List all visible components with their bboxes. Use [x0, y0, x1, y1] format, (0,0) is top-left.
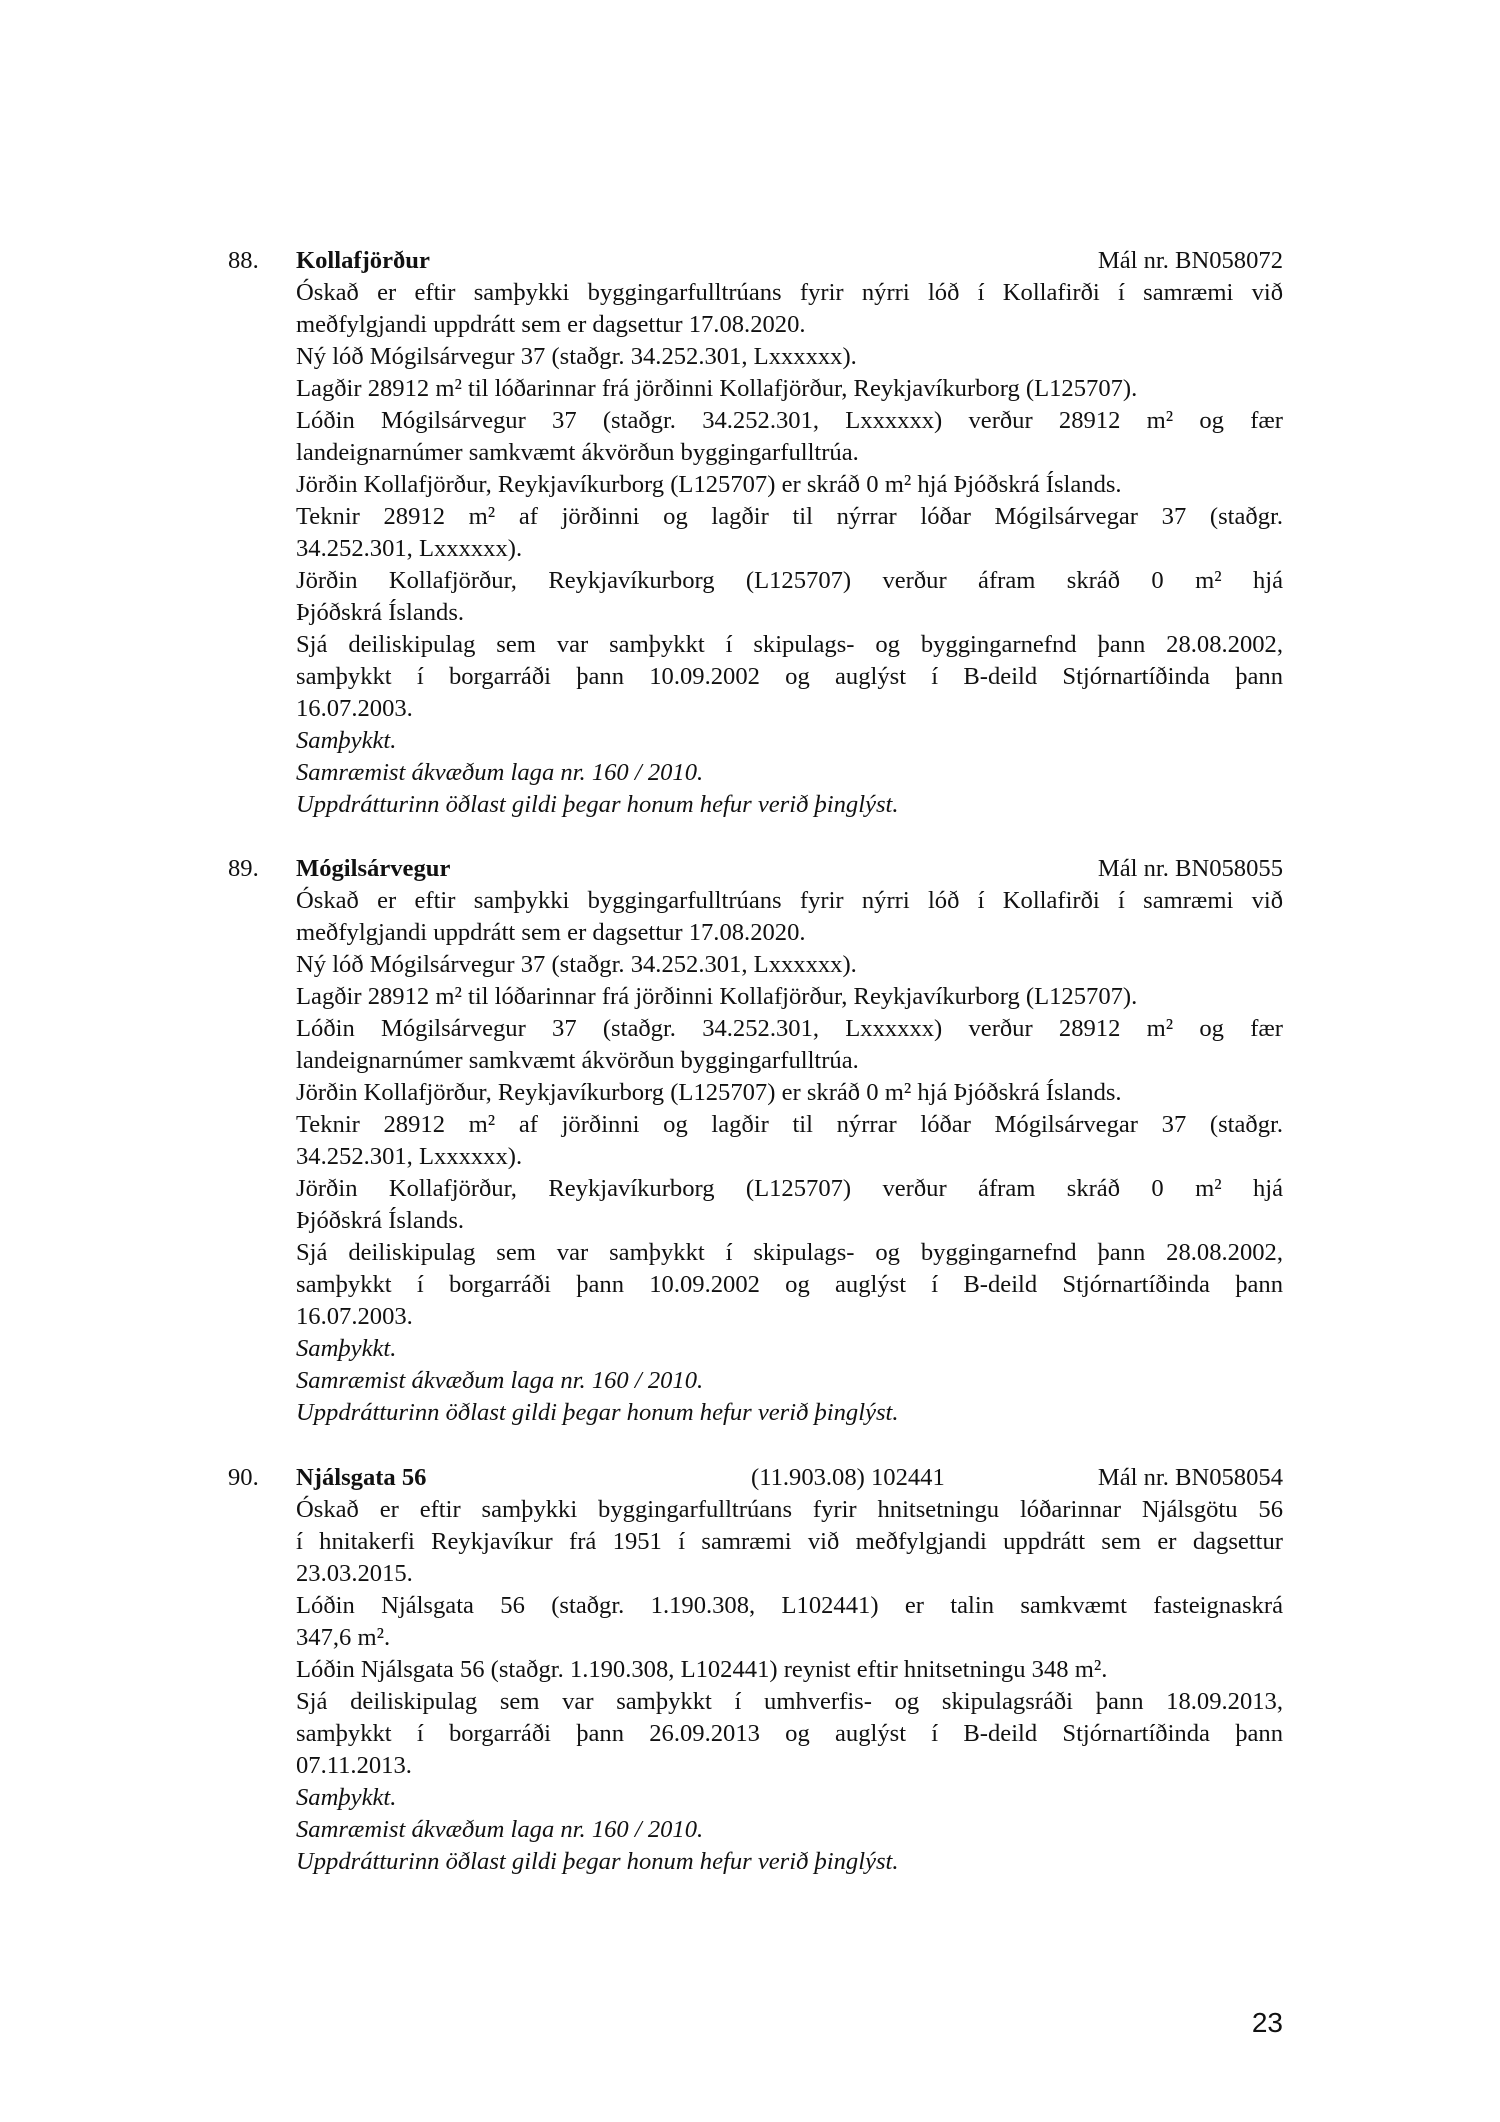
body-line: Lóðin Njálsgata 56 (staðgr. 1.190.308, L102441) reynist eftir hnitsetningu 348 m². — [296, 1656, 1108, 1683]
entry-title: Mógilsárvegur — [296, 855, 451, 882]
body-line: Sjá deiliskipulag sem var samþykkt í umhverfis- og skipulagsráði þann 18.09.2013, — [296, 1688, 1283, 1715]
body-line: Óskað er eftir samþykki byggingarfulltrúans fyrir nýrri lóð í Kollafirði í samræmi við — [296, 887, 1283, 914]
body-line: Sjá deiliskipulag sem var samþykkt í skipulags- og byggingarnefnd þann 28.08.2002, — [296, 1239, 1283, 1266]
body-line: landeignarnúmer samkvæmt ákvörðun byggingarfulltrúa. — [296, 1047, 859, 1074]
body-line: 347,6 m². — [296, 1624, 391, 1651]
body-line: Jörðin Kollafjörður, Reykjavíkurborg (L125707) er skráð 0 m² hjá Þjóðskrá Íslands. — [296, 471, 1122, 498]
entry-title: Kollafjörður — [296, 247, 430, 274]
body-line: Uppdrátturinn öðlast gildi þegar honum hefur verið þinglýst. — [296, 1399, 899, 1426]
body-line: Jörðin Kollafjörður, Reykjavíkurborg (L125707) er skráð 0 m² hjá Þjóðskrá Íslands. — [296, 1079, 1122, 1106]
body-line: 23.03.2015. — [296, 1560, 413, 1587]
body-line: Þjóðskrá Íslands. — [296, 1207, 465, 1234]
entry-number: 88. — [228, 247, 259, 274]
body-line: Þjóðskrá Íslands. — [296, 599, 465, 626]
case-number: Mál nr. BN058054 — [1097, 1464, 1283, 1491]
entry-body — [296, 1494, 1283, 1878]
body-line: 34.252.301, Lxxxxxx). — [296, 535, 523, 562]
entry-header — [228, 1462, 1283, 1494]
body-line: Jörðin Kollafjörður, Reykjavíkurborg (L125707) verður áfram skráð 0 m² hjá — [296, 1175, 1283, 1202]
body-line: Uppdrátturinn öðlast gildi þegar honum hefur verið þinglýst. — [296, 791, 899, 818]
body-line: Samþykkt. — [296, 1335, 397, 1362]
body-line: Samræmist ákvæðum laga nr. 160 / 2010. — [296, 1816, 704, 1843]
entry-body — [296, 277, 1283, 821]
body-line: Óskað er eftir samþykki byggingarfulltrúans fyrir hnitsetningu lóðarinnar Njálsgötu 56 — [296, 1496, 1283, 1523]
entry-body — [296, 885, 1283, 1429]
body-line: 16.07.2003. — [296, 695, 413, 722]
entry-title: Njálsgata 56 — [296, 1464, 427, 1491]
body-line: 34.252.301, Lxxxxxx). — [296, 1143, 523, 1170]
entry-90 — [228, 1462, 1283, 1878]
entry-header — [228, 853, 1283, 885]
body-line: Samþykkt. — [296, 727, 397, 754]
body-line: Jörðin Kollafjörður, Reykjavíkurborg (L125707) verður áfram skráð 0 m² hjá — [296, 567, 1283, 594]
body-line: Ný lóð Mógilsárvegur 37 (staðgr. 34.252.301, Lxxxxxx). — [296, 343, 857, 370]
body-line: samþykkt í borgarráði þann 26.09.2013 og auglýst í B-deild Stjórnartíðinda þann — [296, 1720, 1283, 1747]
body-line: landeignarnúmer samkvæmt ákvörðun byggingarfulltrúa. — [296, 439, 859, 466]
body-line: Ný lóð Mógilsárvegur 37 (staðgr. 34.252.301, Lxxxxxx). — [296, 951, 857, 978]
entry-number: 90. — [228, 1464, 259, 1491]
body-line: Teknir 28912 m² af jörðinni og lagðir til nýrrar lóðar Mógilsárvegar 37 (staðgr. — [296, 503, 1283, 530]
case-number: Mál nr. BN058072 — [1097, 247, 1283, 274]
body-line: Lagðir 28912 m² til lóðarinnar frá jörðinni Kollafjörður, Reykjavíkurborg (L125707). — [296, 375, 1138, 402]
entry-header — [228, 245, 1283, 277]
page-number: 23 — [1251, 2007, 1283, 2038]
entry-88 — [228, 245, 1283, 821]
entry-89 — [228, 853, 1283, 1429]
property-reference: (11.903.08) 102441 — [751, 1464, 945, 1491]
body-line: Óskað er eftir samþykki byggingarfulltrúans fyrir nýrri lóð í Kollafirði í samræmi við — [296, 279, 1283, 306]
body-line: Samþykkt. — [296, 1784, 397, 1811]
body-line: Lóðin Mógilsárvegur 37 (staðgr. 34.252.301, Lxxxxxx) verður 28912 m² og fær — [296, 1015, 1283, 1042]
body-line: Lóðin Mógilsárvegur 37 (staðgr. 34.252.301, Lxxxxxx) verður 28912 m² og fær — [296, 407, 1283, 434]
body-line: meðfylgjandi uppdrátt sem er dagsettur 17.08.2020. — [296, 919, 806, 946]
body-line: Teknir 28912 m² af jörðinni og lagðir til nýrrar lóðar Mógilsárvegar 37 (staðgr. — [296, 1111, 1283, 1138]
body-line: í hnitakerfi Reykjavíkur frá 1951 í samræmi við meðfylgjandi uppdrátt sem er dagsettur — [296, 1528, 1283, 1555]
entry-number: 89. — [228, 855, 259, 882]
body-line: Samræmist ákvæðum laga nr. 160 / 2010. — [296, 1367, 704, 1394]
body-line: samþykkt í borgarráði þann 10.09.2002 og auglýst í B-deild Stjórnartíðinda þann — [296, 663, 1283, 690]
body-line: Samræmist ákvæðum laga nr. 160 / 2010. — [296, 759, 704, 786]
case-number: Mál nr. BN058055 — [1097, 855, 1283, 882]
body-line: 07.11.2013. — [296, 1752, 412, 1779]
body-line: meðfylgjandi uppdrátt sem er dagsettur 17.08.2020. — [296, 311, 806, 338]
body-line: 16.07.2003. — [296, 1303, 413, 1330]
body-line: Lóðin Njálsgata 56 (staðgr. 1.190.308, L102441) er talin samkvæmt fasteignaskrá — [296, 1592, 1283, 1619]
body-line: samþykkt í borgarráði þann 10.09.2002 og auglýst í B-deild Stjórnartíðinda þann — [296, 1271, 1283, 1298]
body-line: Lagðir 28912 m² til lóðarinnar frá jörðinni Kollafjörður, Reykjavíkurborg (L125707). — [296, 983, 1138, 1010]
body-line: Uppdrátturinn öðlast gildi þegar honum hefur verið þinglýst. — [296, 1848, 899, 1875]
body-line: Sjá deiliskipulag sem var samþykkt í skipulags- og byggingarnefnd þann 28.08.2002, — [296, 631, 1283, 658]
